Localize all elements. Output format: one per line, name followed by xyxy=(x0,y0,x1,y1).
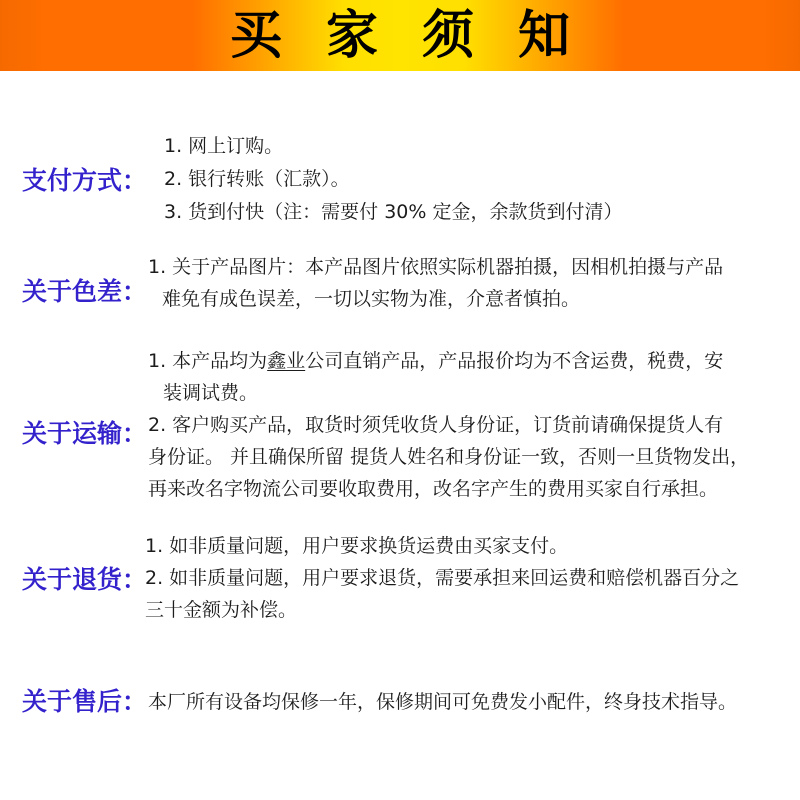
section-after-sales-label: 关于售后： xyxy=(22,687,148,716)
color-line-1: 1. 关于产品图片：本产品图片依照实际机器拍摄，因相机拍摄与产品 xyxy=(148,256,724,278)
section-payment-body xyxy=(164,130,622,229)
returns-line-1: 1. 如非质量问题，用户要求换货运费由买家支付。 xyxy=(145,535,569,557)
payment-line-2: 2. 银行转账（汇款）。 xyxy=(164,168,350,190)
section-shipping-body xyxy=(148,345,749,505)
shipping-line-4: 身份证。 并且确保所留 提货人姓名和身份证一致，否则一旦货物发出， xyxy=(148,446,750,468)
section-after-sales-body xyxy=(148,686,737,718)
shipping-company-name-underlined: 鑫业 xyxy=(267,350,306,372)
section-returns-label: 关于退货： xyxy=(22,565,148,594)
section-shipping-label: 关于运输： xyxy=(22,419,148,448)
returns-line-3: 三十金额为补偿。 xyxy=(145,599,298,621)
color-line-2: 难免有成色误差，一切以实物为准，介意者慎拍。 xyxy=(162,288,581,310)
header-banner xyxy=(0,0,800,71)
shipping-line-3: 2. 客户购买产品，取货时须凭收货人身份证，订货前请确保提货人有 xyxy=(148,414,724,436)
page-title: 买家须知 xyxy=(229,5,614,66)
shipping-line-1 xyxy=(148,345,749,377)
shipping-line-1-prefix: 1. 本产品均为 xyxy=(148,350,268,372)
returns-line-2: 2. 如非质量问题，用户要求退货，需要承担来回运费和赔偿机器百分之 xyxy=(145,567,740,589)
section-payment-label: 支付方式： xyxy=(22,166,148,195)
shipping-line-5: 再来改名字物流公司要收取费用，改名字产生的费用买家自行承担。 xyxy=(148,478,719,500)
section-returns-body xyxy=(145,530,739,626)
section-color-difference-label: 关于色差： xyxy=(22,277,148,306)
payment-line-1: 1. 网上订购。 xyxy=(164,135,284,157)
shipping-line-2: 装调试费。 xyxy=(163,382,259,404)
shipping-line-1-suffix: 公司直销产品，产品报价均为不含运费，税费，安 xyxy=(305,350,724,372)
section-color-difference-body xyxy=(148,251,723,315)
payment-line-3: 3. 货到付快（注：需要付 30% 定金，余款货到付清） xyxy=(164,201,623,223)
after-sales-line-1: 本厂所有设备均保修一年，保修期间可免费发小配件，终身技术指导。 xyxy=(148,691,738,713)
